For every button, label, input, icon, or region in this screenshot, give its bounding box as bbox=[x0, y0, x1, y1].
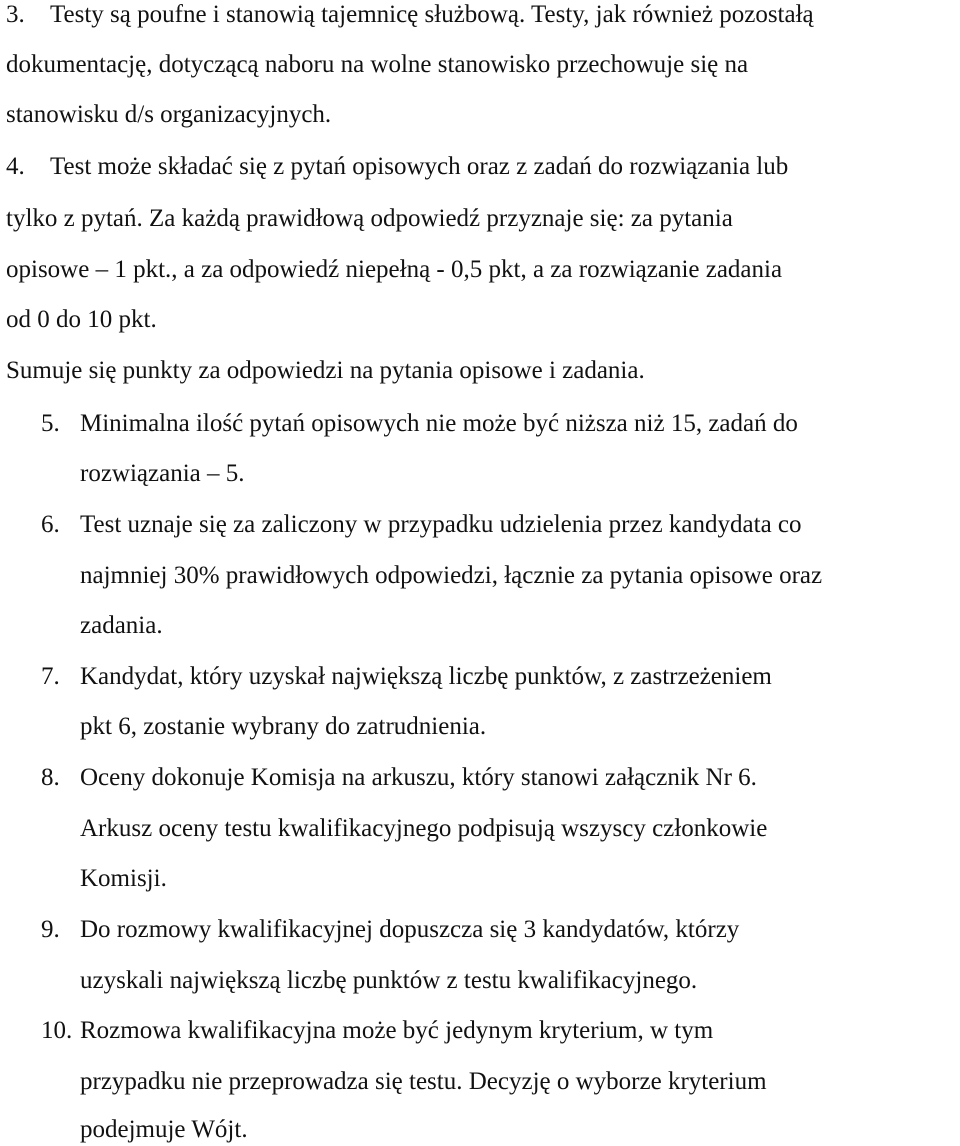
paragraph-line: Test może składać się z pytań opisowych oraz z zadań do rozwiązania lub bbox=[50, 153, 789, 180]
paragraph-line: pkt 6, zostanie wybrany do zatrudnienia. bbox=[80, 713, 487, 740]
paragraph-line: opisowe – 1 pkt., a za odpowiedź niepełną - 0,5 pkt, a za rozwiązanie zadania bbox=[6, 256, 783, 283]
paragraph-line: Sumuje się punkty za odpowiedzi na pytania opisowe i zadania. bbox=[6, 357, 645, 384]
paragraph-line: tylko z pytań. Za każdą prawidłową odpowiedź przyznaje się: za pytania bbox=[6, 205, 733, 232]
paragraph-line: Minimalna ilość pytań opisowych nie może być niższa niż 15, zadań do bbox=[80, 410, 798, 437]
paragraph-line: Oceny dokonuje Komisja na arkuszu, który stanowi załącznik Nr 6. bbox=[80, 764, 757, 791]
item-number: 9. bbox=[41, 916, 60, 943]
paragraph-line: stanowisku d/s organizacyjnych. bbox=[6, 101, 332, 128]
paragraph-line: zadania. bbox=[80, 612, 163, 639]
paragraph-line: przypadku nie przeprowadza się testu. Decyzję o wyborze kryterium bbox=[80, 1068, 767, 1095]
paragraph-line: dokumentację, dotyczącą naboru na wolne stanowisko przechowuje się na bbox=[6, 51, 749, 78]
paragraph-line: Arkusz oceny testu kwalifikacyjnego podpisują wszyscy członkowie bbox=[80, 815, 768, 842]
item-number: 3. bbox=[6, 1, 25, 28]
paragraph-line: Komisji. bbox=[80, 865, 167, 892]
paragraph-line: Kandydat, który uzyskał największą liczbę punktów, z zastrzeżeniem bbox=[80, 663, 772, 690]
paragraph-line: rozwiązania – 5. bbox=[80, 460, 245, 487]
paragraph-line: uzyskali największą liczbę punktów z testu kwalifikacyjnego. bbox=[80, 967, 698, 994]
item-number: 5. bbox=[41, 410, 60, 437]
paragraph-line: Do rozmowy kwalifikacyjnej dopuszcza się 3 kandydatów, którzy bbox=[80, 916, 740, 943]
paragraph-line: podejmuje Wójt. bbox=[80, 1116, 248, 1143]
paragraph-line: od 0 do 10 pkt. bbox=[6, 306, 157, 333]
paragraph-line: Testy są poufne i stanowią tajemnicę służbową. Testy, jak również pozostałą bbox=[50, 1, 814, 28]
paragraph-line: Rozmowa kwalifikacyjna może być jedynym kryterium, w tym bbox=[80, 1017, 714, 1044]
item-number: 10. bbox=[41, 1017, 73, 1044]
paragraph-line: Test uznaje się za zaliczony w przypadku udzielenia przez kandydata co bbox=[80, 511, 802, 538]
paragraph-line: najmniej 30% prawidłowych odpowiedzi, łącznie za pytania opisowe oraz bbox=[80, 562, 823, 589]
item-number: 4. bbox=[6, 153, 25, 180]
item-number: 6. bbox=[41, 511, 60, 538]
item-number: 8. bbox=[41, 764, 60, 791]
item-number: 7. bbox=[41, 663, 60, 690]
